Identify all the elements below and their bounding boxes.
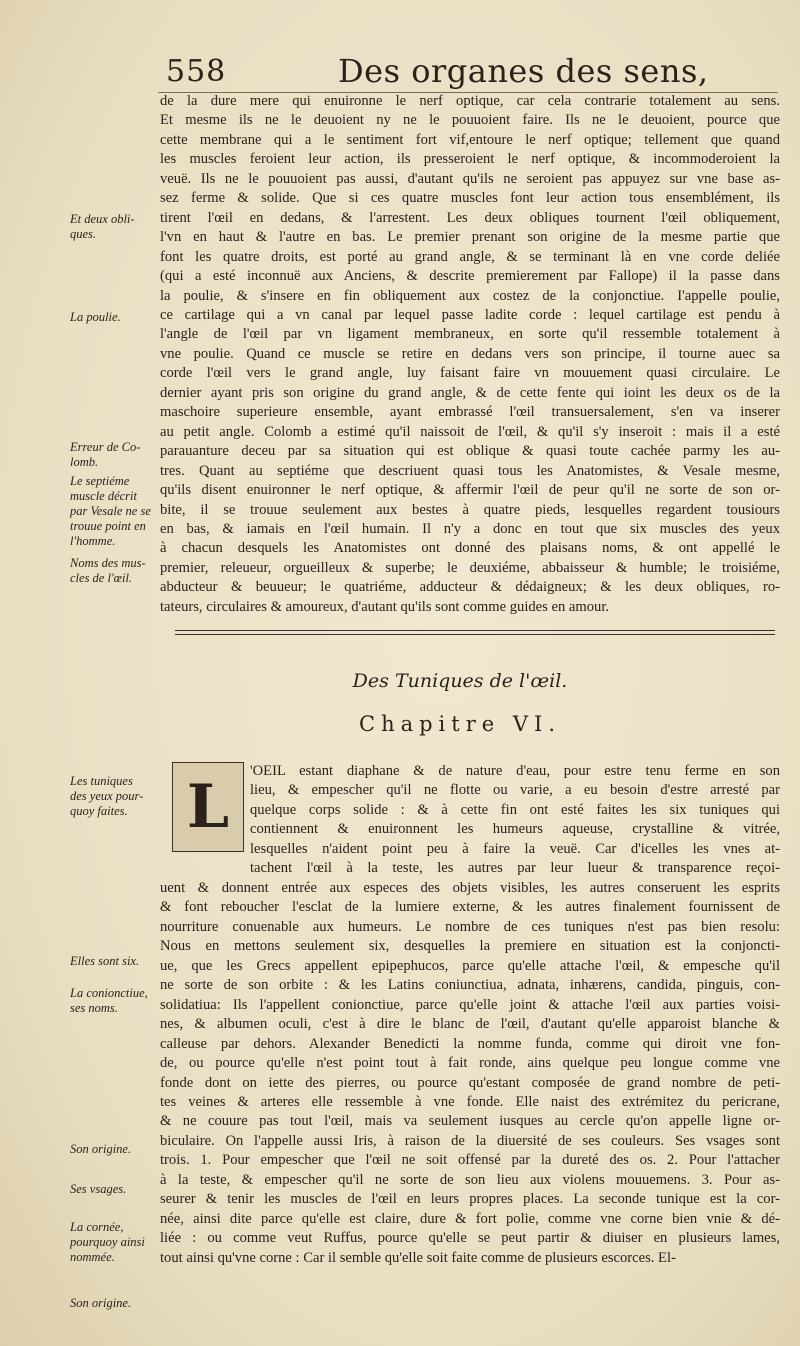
text-line: abducteur & beuueur; le quatriéme, adducteur & dédaigneux; & les deux obliques, ro- [160,579,780,596]
text-line: lesquelles n'aident point peu à faire la veuë. Car d'icelles les vnes at- [250,840,780,857]
section-title: Des Tuniques de l'œil. [352,670,568,692]
margin-note [70,556,156,586]
chapter-title: Chapitre VI. [359,712,561,736]
text-line: ne sorte de son orbite : & les Latins coniunctiua, adnata, inhærens, candida, pinguis, con- [160,977,780,994]
text-line: maschoire superieure ensemble, ayant embrassé l'œil transuersalement, s'en va inserer [160,404,780,421]
decorated-initial [172,762,244,852]
margin-note-line: cles de l'œil. [70,571,133,585]
text-line: sez ferme & solide. Que si ces quatre muscles font leur action tous ensemblément, ils [160,190,780,207]
margin-note-line: Elles sont six. [70,954,140,968]
section-divider [175,630,775,635]
text-line: liée : ou comme veut Ruffus, pource qu'elle se peut partir & diuiser en plusieurs lames, [160,1230,780,1247]
text-line: fonde dont on iette des pierres, ou pource qu'estant composée de grand nombre de peti- [160,1074,780,1091]
text-line: tout ainsi qu'vne corne : Car il semble qu'elle soit faite comme de plusieurs escorces. El- [160,1249,676,1266]
text-line: (qui a esté inconnuë aux Anciens, & descrite premierement par Fallope) il la passe dans [160,268,780,285]
text-line: en bas, & iamais en l'œil humain. Il n'y a donc en tout que six muscles des yeux [160,520,780,537]
text-line: Et mesme ils ne le deuoient ny ne le pouuoient faire. Ils ne le deuoient, pource que [160,112,780,129]
margin-note-line: nommée. [70,1250,115,1264]
margin-note-line: Son origine. [70,1296,132,1310]
margin-note-line: Les tuniques [70,774,133,788]
text-line: de la dure mere qui enuironne le nerf optique, car cela contrarie totalement au sens. [160,93,780,109]
text-line: tres. Quant au septiéme que descriuent quasi tous les Anatomistes, & Vesale mesme, [160,462,780,479]
text-line: nes, & albumen oculi, c'est à dire le blanc de l'œil, d'autant qu'elle apparoist blanche & [160,1016,780,1033]
margin-note-line: pourquoy ainsi [70,1235,145,1249]
margin-note [70,1142,156,1157]
text-line: ce cartilage qui a vn canal par lequel passe ladite corde : lequel cartilage est pendu à [160,306,780,323]
margin-note-line: ques. [70,227,97,241]
text-line: les muscles feroient leur action, ils presseroient le nerf optique, & incommoderoient la [160,151,780,168]
text-line: nourriture conuenable aux humeurs. Le nombre de ces tuniques n'est pas bien resolu: [160,918,780,935]
text-line: & font reboucher l'esclat de la lumiere externe, & les autres finalement fournissent de [160,899,780,916]
margin-note [70,1182,156,1197]
text-line: tirent l'œil en dedans, & l'arrestent. Les deux obliques tournent l'œil obliquement, [160,209,780,226]
margin-note-line: Son origine. [70,1142,132,1156]
margin-note [70,440,156,470]
text-line: & ne couure pas tout l'œil, mais va seulement iusques au cercle qu'on appelle ligne or- [160,1113,780,1130]
margin-note-line: lomb. [70,455,99,469]
text-line: l'vn en haut & l'autre en bas. Le premier prenant son origine de la mesme partie que [160,229,780,246]
text-line: tes veines & arteres elle ressemble à vne fonde. Elle naist des extrémitez du pericrane, [160,1093,780,1110]
text-line: vne poulie. Quand ce muscle se retire en dedans vers son principe, il tourne auec sa [160,345,780,362]
text-line: ue, que les Grecs appellent epipephucos, parce qu'elle attache l'œil, & empesche qu'il [160,957,780,974]
text-line: solidatiua: Ils l'appellent conionctiue, parce qu'elle joint & attache l'œil aux parties voisi- [160,996,780,1013]
text-line: cette membrane qui a le sentiment fort vif,entoure le nerf optique; tellement que quand [160,131,780,148]
margin-note [70,1296,156,1311]
margin-note-line: Ses vsages. [70,1182,127,1196]
text-line: à la teste, & empescher qu'il ne sorte de son lieu aux violens mouuemens. 3. Pour as- [160,1171,780,1188]
text-line: calleuse par dehors. Alexander Benedicti la nomme funda, comme qui diroit vne fon- [160,1035,780,1052]
chapter-body [160,879,780,1268]
text-line: bite, il se trouue seulement aux bestes à quatre pieds, lesquelles regardent tousiours [160,501,780,518]
margin-note-line: trouue point en [70,519,146,533]
text-line: Nous en mettons seulement six, desquelles la premiere en situation est la conjoncti- [160,938,780,955]
text-line: biculaire. On l'appelle aussi Iris, à raison de la diuersité de ses couleurs. Ses vsages sont [160,1132,780,1149]
text-line: premier, releueur, orgueilleux & superbe; le deuxiéme, abbaisseur & humble; le troisiéme, [160,559,780,576]
text-line: l'angle de l'œil par vn ligament membraneux, en sorte qu'il ressemble totalement à [160,326,780,343]
margin-note-line: Le septiéme [70,474,130,488]
text-line: contiennent & enuironnent les humeurs aqueuse, crystalline & vitrée, [250,821,780,838]
margin-note [70,1220,156,1265]
text-line: dernier ayant pris son origine du grand angle, & de cette fente qui ioint les deux os de la [160,384,780,401]
page-header [158,52,778,93]
margin-note-line: ses noms. [70,1001,118,1015]
text-line: au petit angle. Colomb a estimé qu'il naissoit de l'œil, & qu'il s'y inseroit : mais il a esté [160,423,780,440]
margin-note-line: La cornée, [70,1220,124,1234]
text-line: font les quatre droits, est porté au grand angle, & se terminant là en vne corde deliée [160,248,780,265]
text-line: qu'ils disent enuironner le nerf optique, & affermir l'œil de peur qu'il ne sorte de son or- [160,482,780,499]
margin-note [70,986,156,1016]
text-line: parauanture deceu par sa situation qui est oblique & quasi toute cachée parmy les au- [160,443,780,460]
initial-letter: L [186,772,230,842]
margin-note [70,954,156,969]
text-line: tateurs, circulaires & amoureux, d'autant qu'ils sont comme guides en amour. [160,598,610,615]
text-line: lieu, & empescher qu'il ne flotte ou varie, a eu besoin d'estre arresté par [250,782,780,799]
margin-note-line: quoy faites. [70,804,128,818]
text-line: uent & donnent entrée aux especes des objets visibles, les autres conseruent les esprits [160,880,780,896]
text-line: trois. 1. Pour empescher que l'œil ne soit offensé par la dureté des os. 2. Pour l'attacher [160,1152,780,1169]
page-number: 558 [166,54,227,89]
margin-note-line: muscle décrit [70,489,137,503]
text-line: née, ainsi dite parce qu'elle est claire, dure & fort polie, comme vne corne bien vnie & dé- [160,1210,780,1227]
margin-note-line: Noms des mus- [70,556,146,570]
running-title: Des organes des sens, [338,52,709,90]
text-line: la poulie, & s'insere en fin obliquement aux costez de la conjonctiue. I'appelle poulie, [160,287,780,304]
text-line: 'OEIL estant diaphane & de nature d'eau, pour estre tenu ferme en son [250,763,780,779]
top-paragraph [160,92,780,617]
chapter-lead [250,762,780,879]
margin-note-line: La conionctiue, [70,986,148,1000]
margin-note [70,310,156,325]
text-line: corde l'œil vers le grand angle, luy faisant faire vn mouuement quasi circulaire. Le [160,365,780,382]
text-line: de, ou pource qu'elle n'est point tout à fait ronde, ains quelque peu longue comme vne [160,1055,780,1072]
text-line: à chacun desquels les Anatomistes ont donné des plaisans noms, & ont appellé le [160,540,780,557]
margin-note [70,474,156,549]
text-line: quelque corps solide : & à cette fin ont esté faites les six tuniques qui [250,801,780,818]
margin-note-line: Erreur de Co- [70,440,141,454]
margin-note-line: l'homme. [70,534,116,548]
margin-note-line: La poulie. [70,310,121,324]
margin-note-line: des yeux pour- [70,789,144,803]
margin-note [70,212,156,242]
margin-note-line: par Vesale ne se [70,504,151,518]
text-line: veuë. Ils ne le pouuoient pas aussi, d'autant qu'ils ne seroient pas appuyez sur vne base as- [160,170,780,187]
text-line: tachent l'œil à la teste, les autres par leur lueur & transparence reçoi- [250,860,780,877]
margin-note-line: Et deux obli- [70,212,135,226]
margin-note [70,774,156,819]
text-line: seurer & tenir les muscles de l'œil en leurs propres places. La seconde tunique est la cor- [160,1191,780,1208]
